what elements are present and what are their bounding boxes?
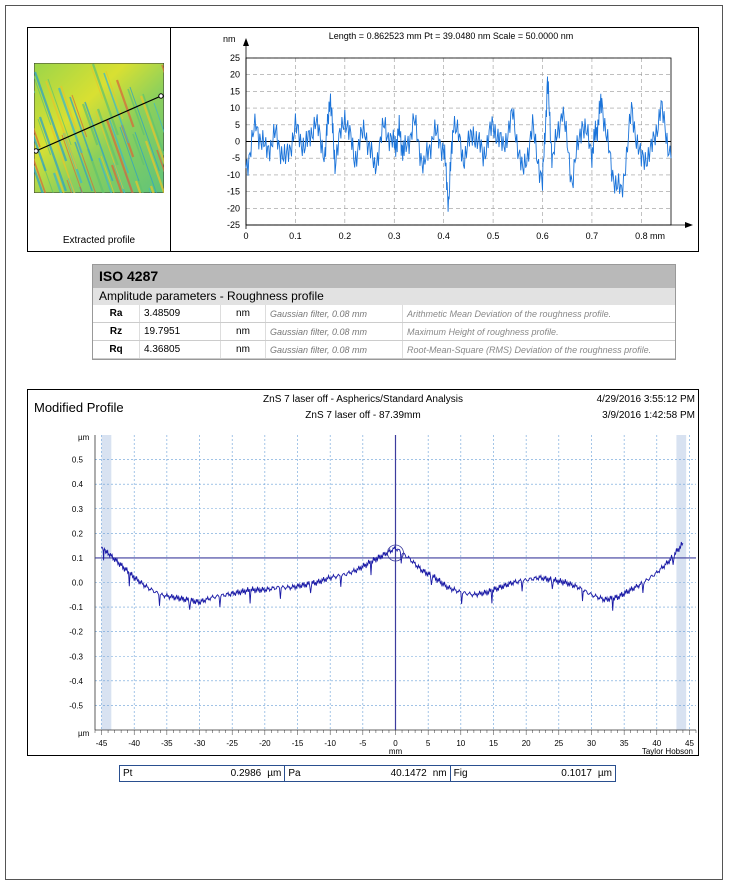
stat-fig <box>451 766 615 781</box>
y-tick-label: 10 <box>229 103 240 114</box>
mp-x-unit-label: mm <box>388 747 403 755</box>
y-unit-label: nm <box>223 34 236 44</box>
y-tick-label: -15 <box>226 186 240 197</box>
mp-x-tick-label: 0 <box>393 739 398 748</box>
modified-profile-panel <box>27 389 699 756</box>
x-tick-label: 0.1 <box>289 231 302 241</box>
stat-pa-label: Pa <box>288 768 301 779</box>
stat-pa <box>285 766 450 781</box>
y-axis-arrow <box>243 38 249 46</box>
y-tick-label: 15 <box>229 86 240 97</box>
mp-y-unit-bottom: µm <box>78 729 90 738</box>
mp-y-tick-label: 0.0 <box>71 578 83 588</box>
x-tick-label: 0.3 <box>387 231 401 241</box>
iso-row <box>93 341 675 359</box>
x-tick-label: 0.8 <box>635 231 648 241</box>
iso-cell-value: 4.36805 <box>140 341 221 359</box>
mp-x-tick-label: 25 <box>554 739 564 748</box>
stats-bar <box>119 765 616 782</box>
y-tick-label: -25 <box>226 220 240 230</box>
y-tick-label: -10 <box>226 169 240 180</box>
stat-fig-unit: µm <box>597 768 612 779</box>
mp-x-tick-label: -35 <box>161 739 173 748</box>
analysis-header: ZnS 7 laser off - Aspherics/Standard Analysis <box>263 394 463 405</box>
iso-table-title: ISO 4287 <box>93 265 675 288</box>
iso-cell-name: Rz <box>93 323 140 341</box>
mp-x-tick-label: -20 <box>259 739 271 748</box>
y-tick-label: 5 <box>234 119 240 130</box>
x-tick-label: 0.4 <box>437 231 450 241</box>
mp-y-tick-label: -0.5 <box>69 701 83 711</box>
iso-cell-unit: nm <box>221 341 266 359</box>
stat-pt-unit: µm <box>267 768 282 779</box>
mp-y-tick-label: -0.1 <box>69 603 83 613</box>
x-unit-label: mm <box>650 231 665 241</box>
x-tick-label: 0.5 <box>486 231 500 241</box>
stat-pt-value: 0.2986 <box>230 768 262 779</box>
x-tick-label: 0 <box>243 231 249 241</box>
mp-x-tick-label: -45 <box>95 739 108 748</box>
mp-x-tick-label: 35 <box>619 739 629 748</box>
sample-header: ZnS 7 laser off - 87.39mm <box>305 410 421 421</box>
measurement-date: 3/9/2016 1:42:58 PM <box>602 410 695 421</box>
stat-pa-value: 40.1472 <box>390 768 427 779</box>
profile-header: Length = 0.862523 mm Pt = 39.0480 nm Scale = 50.0000 nm <box>328 31 574 41</box>
stat-pt <box>120 766 285 781</box>
y-tick-label: -20 <box>226 203 240 214</box>
iso-cell-unit: nm <box>221 323 266 341</box>
mp-x-tick-label: -40 <box>128 739 140 748</box>
stat-pt-label: Pt <box>123 768 133 779</box>
x-tick-label: 0.2 <box>338 231 352 241</box>
mp-y-tick-label: -0.2 <box>69 627 83 637</box>
iso-cell-desc: Root-Mean-Square (RMS) Deviation of the roughness profile. <box>403 341 676 359</box>
mp-x-tick-label: 10 <box>456 739 466 748</box>
mp-y-tick-label: 0.2 <box>71 529 83 539</box>
mp-x-tick-label: -30 <box>193 739 206 748</box>
mp-x-tick-label: -15 <box>291 739 304 748</box>
mp-x-tick-label: -10 <box>324 739 336 748</box>
mp-y-tick-label: 0.1 <box>71 553 83 563</box>
mp-x-tick-label: 30 <box>587 739 596 748</box>
modified-profile-chart <box>28 390 698 755</box>
mp-y-tick-label: -0.3 <box>69 652 83 662</box>
iso-cell-value: 3.48509 <box>140 305 221 323</box>
x-tick-label: 0.6 <box>536 231 549 241</box>
thumbnail-caption: Extracted profile <box>62 235 136 246</box>
mp-y-tick-label: -0.4 <box>69 676 83 686</box>
iso-table-subtitle: Amplitude parameters - Roughness profile <box>93 288 675 305</box>
mp-y-tick-label: 0.4 <box>71 480 83 490</box>
roughness-profile-chart <box>171 28 699 251</box>
mp-x-tick-label: 15 <box>489 739 498 748</box>
analysis-date: 4/29/2016 3:55:12 PM <box>596 394 695 405</box>
x-axis-arrow <box>685 222 693 228</box>
mp-x-tick-label: 40 <box>652 739 662 748</box>
y-tick-label: -5 <box>231 153 240 164</box>
iso-cell-desc: Maximum Height of roughness profile. <box>403 323 676 341</box>
mp-x-tick-label: -25 <box>226 739 238 748</box>
x-tick-label: 0.7 <box>585 231 599 241</box>
iso-cell-value: 19.7951 <box>140 323 221 341</box>
mp-y-tick-label: 0.3 <box>71 504 83 514</box>
mp-x-tick-label: 45 <box>685 739 694 748</box>
mp-x-tick-label: 5 <box>425 739 431 748</box>
stat-pa-unit: nm <box>432 768 447 779</box>
iso-cell-filter: Gaussian filter, 0.08 mm <box>266 305 403 323</box>
stat-fig-label: Fig <box>453 768 468 779</box>
iso-cell-filter: Gaussian filter, 0.08 mm <box>266 323 403 341</box>
mp-y-tick-label: 0.5 <box>71 455 83 465</box>
iso-row <box>93 305 675 323</box>
iso-cell-desc: Arithmetic Mean Deviation of the roughness profile. <box>403 305 676 323</box>
y-tick-label: 0 <box>234 136 240 147</box>
iso-4287-table <box>92 264 676 360</box>
iso-cell-name: Ra <box>93 305 140 323</box>
iso-cell-name: Rq <box>93 341 140 359</box>
surface-thumbnail <box>34 63 164 193</box>
modified-profile-title: Modified Profile <box>34 400 124 415</box>
mp-footer: Taylor Hobson <box>641 747 693 755</box>
modified-profile-series-line <box>102 542 683 611</box>
iso-row <box>93 323 675 341</box>
mp-y-unit-top: µm <box>78 433 90 442</box>
y-tick-label: 25 <box>229 53 240 63</box>
stat-fig-value: 0.1017 <box>561 768 592 779</box>
iso-cell-filter: Gaussian filter, 0.08 mm <box>266 341 403 359</box>
profile-panel <box>27 27 699 252</box>
y-tick-label: 20 <box>229 69 240 80</box>
mp-x-tick-label: -5 <box>359 739 367 748</box>
mp-x-tick-label: 20 <box>521 739 531 748</box>
iso-cell-unit: nm <box>221 305 266 323</box>
